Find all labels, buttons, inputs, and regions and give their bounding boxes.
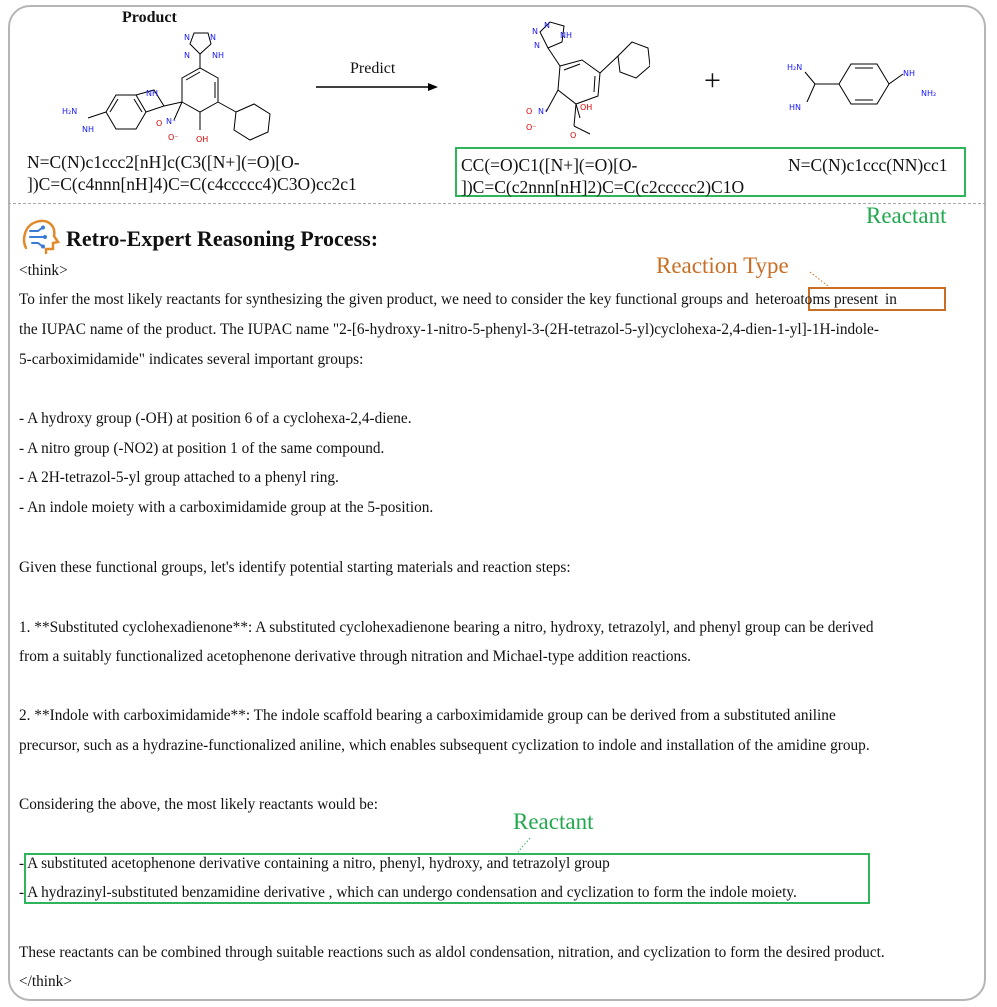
p1-text-b: in: [885, 291, 897, 308]
reactant1-smiles: [461, 154, 744, 198]
svg-text:O: O: [570, 131, 577, 140]
reaction-type-pointer: [808, 270, 832, 288]
step-2-line-1: 2. **Indole with carboximidamide**: The indole scaffold bearing a carboximidamide group can be derived from a substituted aniline: [19, 707, 836, 724]
step-1-line-2: from a suitably functionalized acetophenone derivative through nitration and Michael-type addition reactions.: [19, 648, 691, 665]
svg-text:O⁻: O⁻: [526, 123, 537, 132]
paragraph-1-line-2: the IUPAC name of the product. The IUPAC name "2-[6-hydroxy-1-nitro-5-phenyl-3-(2H-tetrazol-5-yl)cyclohexa-2,4-dien-1-yl]-1H-indole-: [19, 321, 879, 338]
reactant2-structure: [785, 50, 955, 120]
paragraph-2: Given these functional groups, let's identify potential starting materials and reaction steps:: [19, 559, 571, 576]
bullet-2: - A nitro group (-NO2) at position 1 of the same compound.: [19, 440, 385, 457]
reactant1-structure: [490, 18, 650, 146]
svg-text:O⁻: O⁻: [168, 133, 179, 142]
product-smiles-line2: ])C=C(c4nnn[nH]4)C=C(c4ccccc4)C3O)cc2c1: [27, 174, 357, 194]
product-smiles-line1: N=C(N)c1ccc2[nH]c(C3([N+](=O)[O-: [27, 152, 300, 172]
svg-text:NH₂: NH₂: [921, 89, 937, 98]
think-close: </think>: [19, 973, 72, 990]
reaction-type-label: Reaction Type: [656, 253, 789, 278]
bullet-1: - A hydroxy group (-OH) at position 6 of a cyclohexa-2,4-diene.: [19, 410, 412, 427]
product-title: Product: [122, 9, 177, 26]
svg-text:HN: HN: [789, 103, 801, 112]
bullet-4: - An indole moiety with a carboximidamide group at the 5-position.: [19, 499, 434, 516]
svg-text:NH: NH: [212, 51, 224, 60]
reactant-line-1: - A substituted acetophenone derivative containing a nitro, phenyl, hydroxy, and tetrazolyl group: [19, 855, 610, 872]
paragraph-1-line-1: [19, 291, 897, 309]
product-smiles: [27, 151, 357, 195]
reactant-line-2: - A hydrazinyl-substituted benzamidine derivative , which can undergo condensation and cyclization to form the indole moiety.: [19, 884, 797, 901]
p1-text-a: To infer the most likely reactants for synthesizing the given product, we need to consider the key functional groups and: [19, 291, 749, 308]
expert-head-icon: [20, 218, 60, 254]
svg-text:OH: OH: [196, 135, 209, 144]
svg-text:N⁺: N⁺: [166, 117, 177, 126]
section-title: Retro-Expert Reasoning Process:: [66, 226, 379, 251]
reactant1-smiles-line1: CC(=O)C1([N+](=O)[O-: [461, 155, 638, 175]
svg-text:H₂N: H₂N: [62, 107, 78, 116]
reactant2-smiles: N=C(N)c1ccc(NN)cc1: [788, 155, 948, 175]
paragraph-4: These reactants can be combined through suitable reactions such as aldol condensation, nitration, and cyclization to form the desired product.: [19, 944, 885, 961]
think-open: <think>: [19, 262, 68, 279]
svg-text:N: N: [532, 27, 538, 36]
reactant-top-label: Reactant: [866, 203, 947, 228]
step-2-line-2: precursor, such as a hydrazine-functionalized aniline, which enables subsequent cyclization to indole and installation of the amidine group.: [19, 737, 870, 754]
step-1-line-1: 1. **Substituted cyclohexadienone**: A substituted cyclohexadienone bearing a nitro, hydroxy, tetrazolyl, and phenyl group can be derived: [19, 619, 874, 636]
svg-text:NH: NH: [560, 31, 572, 40]
paragraph-3: Considering the above, the most likely reactants would be:: [19, 796, 378, 813]
bullet-3: - A 2H-tetrazol-5-yl group attached to a phenyl ring.: [19, 469, 339, 486]
predict-label: Predict: [350, 60, 396, 77]
product-structure: [58, 30, 283, 158]
svg-text:N⁺: N⁺: [538, 107, 549, 116]
predict-arrow: [316, 80, 440, 94]
svg-text:O: O: [156, 119, 163, 128]
svg-text:N: N: [184, 33, 190, 42]
svg-text:N: N: [534, 41, 540, 50]
reactant-bottom-label: Reactant: [513, 809, 594, 834]
section-divider: [8, 203, 986, 204]
svg-text:NH: NH: [82, 125, 94, 134]
reactant1-smiles-line2: ])C=C(c2nnn[nH]2)C=C(c2ccccc2)C1O: [461, 177, 745, 197]
heteroatoms-present-text: heteroatoms present: [755, 291, 879, 308]
svg-text:NH: NH: [903, 69, 915, 78]
svg-text:OH: OH: [580, 103, 593, 112]
reactant-pointer: [512, 836, 536, 854]
svg-text:N: N: [210, 33, 216, 42]
paragraph-1-line-3: 5-carboximidamide" indicates several important groups:: [19, 351, 364, 368]
svg-text:H₂N: H₂N: [787, 63, 803, 72]
svg-text:O: O: [526, 107, 533, 116]
svg-text:N: N: [544, 21, 550, 30]
svg-text:N: N: [184, 51, 190, 60]
plus-sign: +: [704, 64, 721, 97]
svg-text:NH: NH: [146, 89, 158, 98]
